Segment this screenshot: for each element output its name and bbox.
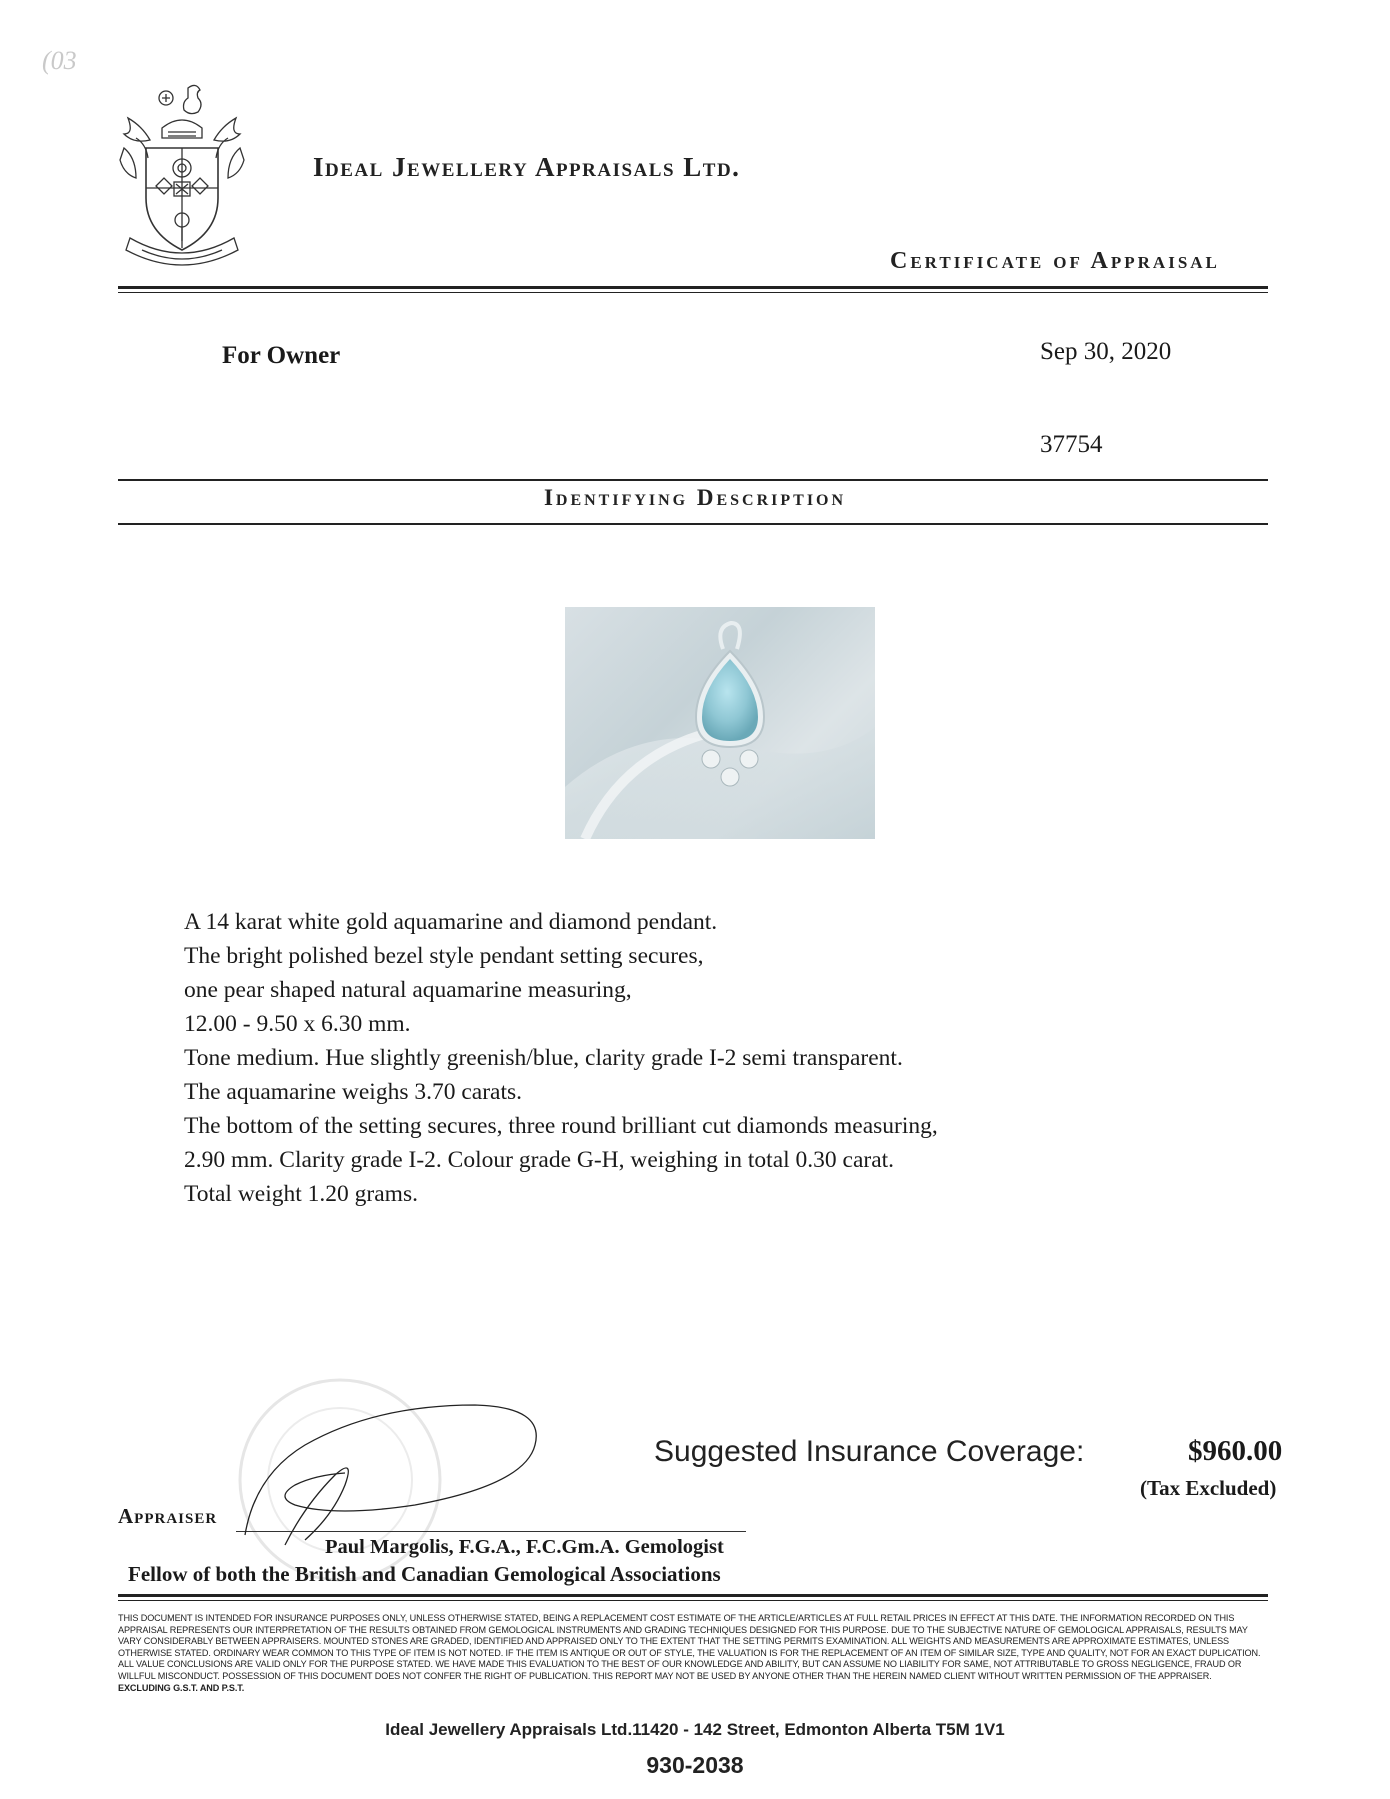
appraiser-credentials: Fellow of both the British and Canadian Gemological Associations — [128, 1562, 721, 1586]
pendant-photo — [565, 607, 875, 839]
description-line: The bright polished bezel style pendant setting secures, — [184, 943, 704, 969]
coat-of-arms-logo — [118, 78, 246, 268]
appraiser-signature — [225, 1385, 545, 1555]
footer-phone: 930-2038 — [646, 1752, 744, 1778]
section-rule-bottom — [118, 523, 1268, 525]
legal-disclaimer — [118, 1613, 1268, 1694]
footer-rule-bottom — [118, 1600, 1268, 1601]
tax-note: (Tax Excluded) — [1140, 1476, 1277, 1500]
section-rule-top — [118, 479, 1268, 481]
footer-rule-top — [118, 1594, 1268, 1597]
section-title: Identifying Description — [543, 485, 847, 510]
pencil-mark: (03 — [42, 46, 77, 75]
description-line: one pear shaped natural aquamarine measuring, — [184, 977, 632, 1003]
description-line: 12.00 - 9.50 x 6.30 mm. — [184, 1011, 411, 1037]
description-line: 2.90 mm. Clarity grade I-2. Colour grade G-H, weighing in total 0.30 carat. — [184, 1147, 895, 1173]
owner-label: For Owner — [222, 342, 341, 369]
appraiser-name: Paul Margolis, F.G.A., F.C.Gm.A. Gemologist — [325, 1536, 724, 1558]
header-rule-top — [118, 286, 1268, 289]
description-line: The aquamarine weighs 3.70 carats. — [184, 1079, 523, 1105]
header-rule-bottom — [118, 292, 1268, 293]
description-line: Tone medium. Hue slightly greenish/blue, clarity grade I-2 semi transparent. — [184, 1045, 903, 1071]
company-name: Ideal Jewellery Appraisals Ltd. — [313, 152, 741, 182]
insurance-coverage-amount: $960.00 — [1188, 1435, 1283, 1467]
description-line: Total weight 1.20 grams. — [184, 1181, 418, 1207]
appraisal-date: Sep 30, 2020 — [1040, 338, 1172, 365]
appraiser-label: Appraiser — [118, 1504, 218, 1528]
disclaimer-text: THIS DOCUMENT IS INTENDED FOR INSURANCE PURPOSES ONLY, UNLESS OTHERWISE STATED, BEING A REPLACEMENT COST ESTIMATE OF THE ARTICLE/ARTICLES AT FULL RETAIL PRICES IN EFFECT AT THIS DATE. THE INFORMATION RECORDED ON THIS APPRAISAL REPRESENTS OUR INTERPRETATION OF THE RESULTS OBTAINED FROM GEMOLOGICAL INSTRUMENTS AND GRADING TECHNIQUES DESIGNED FOR THIS PURPOSE. DUE TO THE SUBJECTIVE NATURE OF GEMOLOGICAL APPRAISALS, RESULTS MAY VARY CONSIDERABLY BETWEEN APPRAISERS. MOUNTED STONES ARE GRADED, IDENTIFIED AND APPRAISED ONLY TO THE EXTENT THAT THE SETTING PERMITS EXAMINATION. ALL WEIGHTS AND MEASUREMENTS ARE APPROXIMATE ESTIMATES, UNLESS OTHERWISE STATED. ORDINARY WEAR COMMON TO THIS TYPE OF ITEM IS NOT NOTED. IF THE ITEM IS ANTIQUE OR OUT OF STYLE, THE VALUATION IS FOR THE REPLACEMENT OF AN ITEM OF SIMILAR SIZE, TYPE AND QUALITY, NOT FOR AN EXACT DUPLICATION. ALL VALUE CONCLUSIONS ARE VALID ONLY FOR THE PURPOSE STATED. WE HAVE MADE THIS EVALUATION TO THE BEST OF OUR KNOWLEDGE AND ABILITY, BUT CAN ASSUME NO LIABILITY FOR SAME, NOT ATTRIBUTABLE TO GROSS NEGLIGENCE, FRAUD OR WILLFUL MISCONDUCT. POSSESSION OF THIS DOCUMENT DOES NOT CONFER THE RIGHT OF PUBLICATION. THIS REPORT MAY NOT BE USED BY ANYONE OTHER THAN THE HEREIN NAMED CLIENT WITHOUT WRITTEN PERMISSION OF THE APPRAISER. — [118, 1613, 1261, 1681]
pendant-illustration — [565, 607, 875, 839]
certificate-number: 37754 — [1040, 431, 1103, 458]
description-line: The bottom of the setting secures, three round brilliant cut diamonds measuring, — [184, 1113, 938, 1139]
description-line: A 14 karat white gold aquamarine and diamond pendant. — [184, 909, 718, 935]
insurance-coverage-label: Suggested Insurance Coverage: — [654, 1435, 1085, 1468]
item-description — [184, 905, 938, 1211]
tax-exclusion-note: EXCLUDING G.S.T. AND P.S.T. — [118, 1682, 245, 1693]
footer-address: Ideal Jewellery Appraisals Ltd.11420 - 142 Street, Edmonton Alberta T5M 1V1 — [385, 1720, 1005, 1739]
certificate-title: Certificate of Appraisal — [890, 248, 1220, 274]
